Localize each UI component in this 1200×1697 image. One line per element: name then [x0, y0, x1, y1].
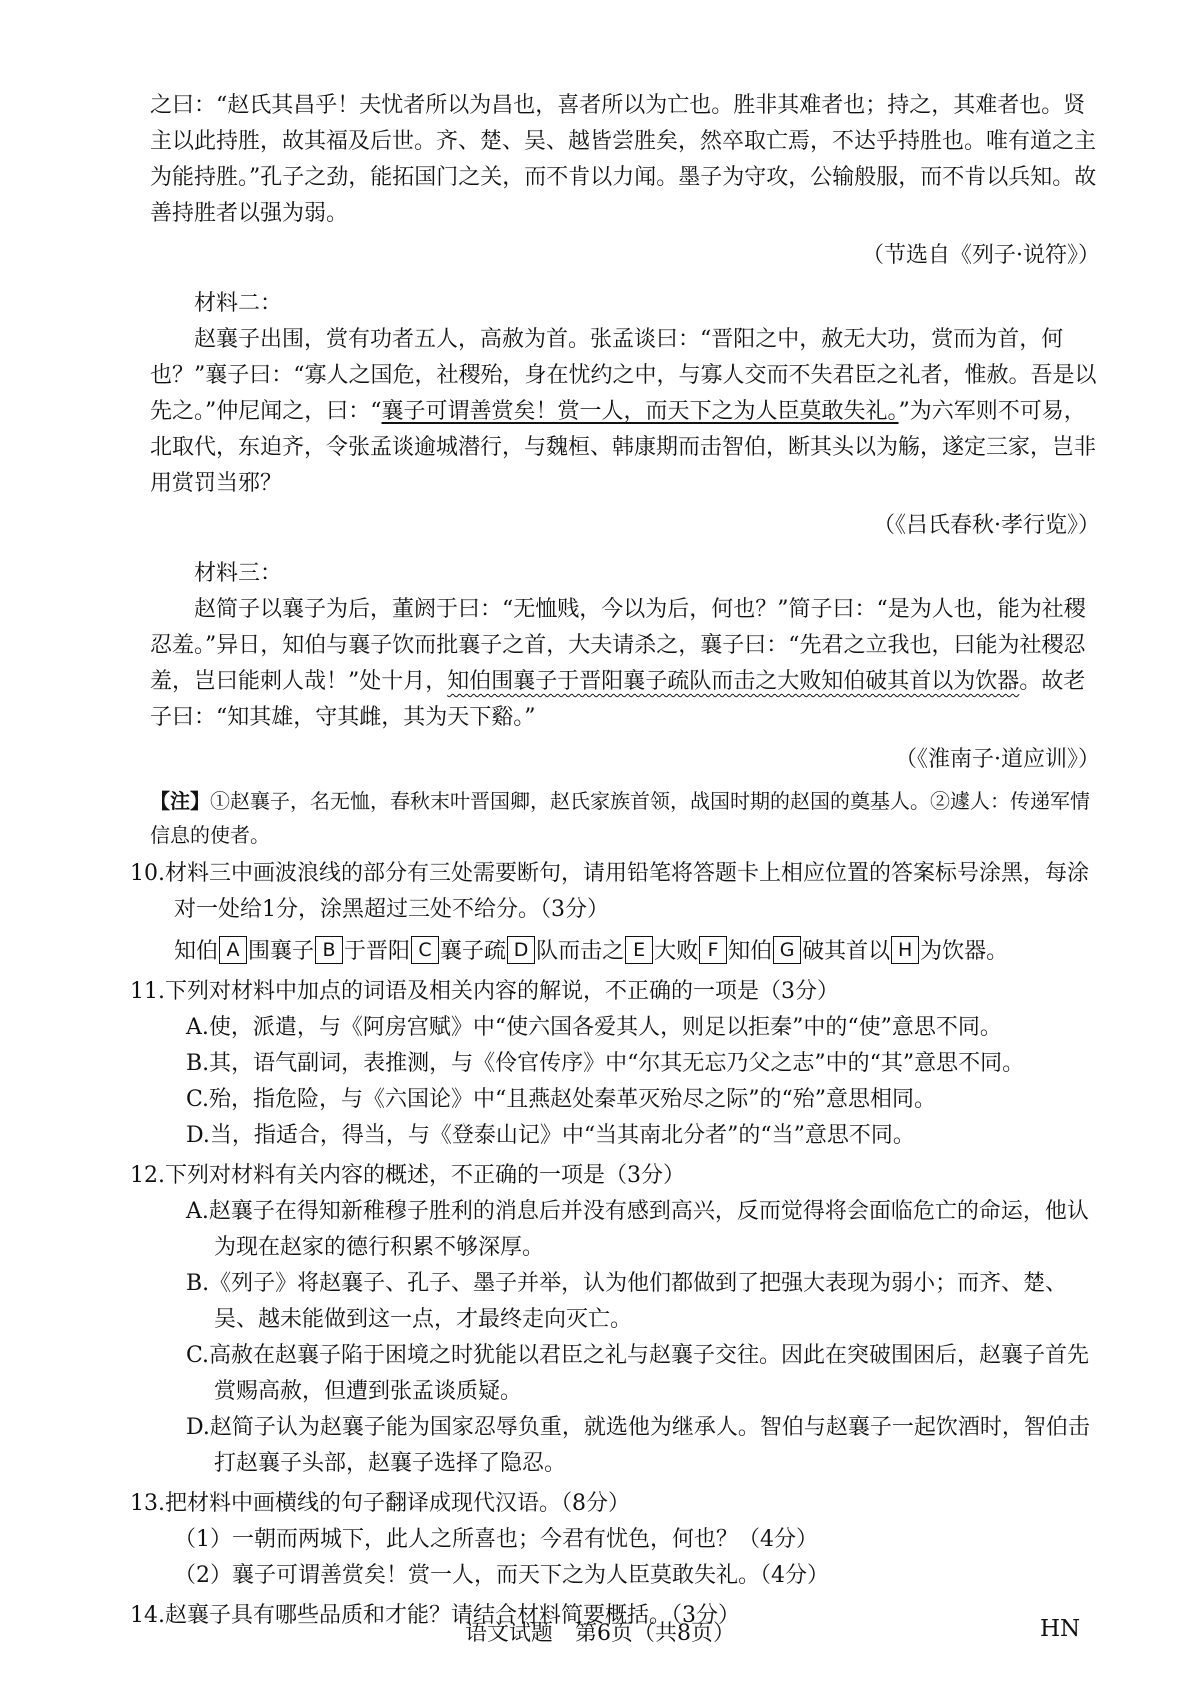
material2-paragraph	[150, 322, 1100, 502]
question-10-stem: 10.材料三中画波浪线的部分有三处需要断句，请用铅笔将答题卡上相应位置的答案标号涂黑，每涂对一处给1分，涂黑超过三处不给分。（3分）	[130, 861, 1089, 922]
question-11-option-d: D.当，指适合，得当，与《登泰山记》中“当其南北分者”的“当”意思不同。	[186, 1123, 915, 1148]
question-14-stem: 14.赵襄子具有哪些品质和才能？请结合材料简要概括。（3分）	[130, 1603, 740, 1628]
note-tag: 【注】	[150, 789, 210, 813]
material1-source: （节选自《列子·说符》）	[862, 243, 1100, 268]
answer-box-d[interactable]: D	[507, 936, 535, 964]
q10-segment: 围襄子	[248, 939, 315, 964]
material3-text-before: 赵简子以襄子为后，董阏于曰：“无恤贱，今以为后，何也？”简子曰：“是为人也，能为社稷忍羞。”异日，知伯与襄子饮而批襄子之首，大夫请杀之，襄子曰：“先君之立我也，曰能为社稷忍羞，岂曰能刺人哉！”处十月，	[150, 597, 1086, 694]
answer-box-h[interactable]: H	[891, 936, 919, 964]
q10-segment: 大败	[654, 939, 699, 964]
material3-paragraph	[150, 592, 1100, 736]
answer-box-g[interactable]: G	[773, 936, 801, 964]
note-text: ①赵襄子，名无恤，春秋末叶晋国卿，赵氏家族首领，战国时期的赵国的奠基人。②遽人：传递军情信息的使者。	[150, 789, 1090, 847]
q10-segment: 破其首以	[802, 939, 891, 964]
q10-segment: 队而击之	[536, 939, 625, 964]
material2-underlined-sentence: 襄子可谓善赏矣！赏一人，而天下之为人臣莫敢失礼。	[381, 399, 899, 424]
exam-page	[130, 88, 1100, 1634]
question-13-item-1: （1）一朝而两城下，此人之所喜也；今君有忧色，何也？（4分）	[174, 1527, 818, 1552]
question-12-option-d: D.赵简子认为赵襄子能为国家忍辱负重，就选他为继承人。智伯与赵襄子一起饮酒时，智伯击打赵襄子头部，赵襄子选择了隐忍。	[186, 1415, 1090, 1476]
material2-text-after: ”为六军则不可易，北取代，东迫齐，令张孟谈逾城潜行，与魏桓、韩康期而击智伯，断其头以为觞，遂定三家，岂非用赏罚当邪？	[150, 399, 1097, 496]
material3-source: （《淮南子·道应训》）	[895, 747, 1100, 772]
material1-paragraph: 之曰：“赵氏其昌乎！夫忧者所以为昌也，喜者所以为亡也。胜非其难者也；持之，其难者也。贤主以此持胜，故其福及后世。齐、楚、吴、越皆尝胜矣，然卒取亡焉，不达乎持胜也。唯有道之主为能持胜。”孔子之劲，能拓国门之关，而不肯以力闻。墨子为守攻，公输般服，而不肯以兵知。故善持胜者以强为弱。	[150, 93, 1097, 226]
question-13-stem: 13.把材料中画横线的句子翻译成现代汉语。（8分）	[130, 1491, 630, 1516]
q10-segment: 为饮器。	[920, 939, 1009, 964]
q10-segment: 于晋阳	[344, 939, 411, 964]
footer-page-info: 语文试题 第6页（共8页）	[465, 1621, 735, 1646]
answer-box-a[interactable]: A	[219, 936, 247, 964]
answer-box-b[interactable]: B	[315, 936, 343, 964]
material2-source: （《吕氏春秋·孝行览》）	[873, 513, 1100, 538]
q10-segment: 知伯	[728, 939, 773, 964]
question-11-option-a: A.使，派遣，与《阿房宫赋》中“使六国各爱其人，则足以拒秦”中的“使”意思不同。	[186, 1015, 1002, 1040]
annotation-note	[150, 784, 1100, 852]
question-11-option-c: C.殆，指危险，与《六国论》中“且燕赵处秦革灭殆尽之际”的“殆”意思相同。	[186, 1087, 937, 1112]
material3-heading: 材料三：	[194, 561, 283, 586]
answer-box-c[interactable]: C	[411, 936, 439, 964]
question-12-option-a: A.赵襄子在得知新稚穆子胜利的消息后并没有感到高兴，反而觉得将会面临危亡的命运，他认为现在赵家的德行积累不够深厚。	[186, 1199, 1089, 1260]
question-10-sentence-break-line	[150, 934, 1100, 970]
answer-box-f[interactable]: F	[699, 936, 727, 964]
question-12-stem: 12.下列对材料有关内容的概述，不正确的一项是（3分）	[130, 1163, 685, 1188]
question-11-option-b: B.其，语气副词，表推测，与《伶官传序》中“尔其无忘乃父之志”中的“其”意思不同。	[186, 1051, 1025, 1076]
material3-wavy-sentence: 知伯围襄子于晋阳襄子疏队而击之大败知伯破其首以为饮器	[447, 669, 1020, 694]
question-13-item-2: （2）襄子可谓善赏矣！赏一人，而天下之为人臣莫敢失礼。（4分）	[174, 1563, 829, 1588]
answer-box-e[interactable]: E	[625, 936, 653, 964]
question-11-stem: 11.下列对材料中加点的词语及相关内容的解说，不正确的一项是（3分）	[130, 979, 839, 1004]
question-12-option-b: B.《列子》将赵襄子、孔子、墨子并举，认为他们都做到了把强大表现为弱小；而齐、楚、吴、越未能做到这一点，才最终走向灭亡。	[186, 1271, 1068, 1332]
material3-text-after: 。故老子曰：“知其雄，守其雌，其为天下谿。”	[150, 669, 1086, 730]
q10-segment: 知伯	[174, 939, 219, 964]
question-12-option-c: C.高赦在赵襄子陷于困境之时犹能以君臣之礼与赵襄子交往。因此在突破围困后，赵襄子首先赏赐高赦，但遭到张孟谈质疑。	[186, 1343, 1090, 1404]
q10-segment: 襄子疏	[440, 939, 507, 964]
material2-text-before: 赵襄子出围，赏有功者五人，高赦为首。张孟谈曰：“晋阳之中，赦无大功，赏而为首，何也？”襄子曰：“寡人之国危，社稷殆，身在忧约之中，与寡人交而不失君臣之礼者，惟赦。吾是以先之。”仲尼闻之，曰：“	[150, 327, 1097, 424]
footer-region-code: HN	[1040, 1616, 1081, 1642]
material2-heading: 材料二：	[194, 291, 283, 316]
